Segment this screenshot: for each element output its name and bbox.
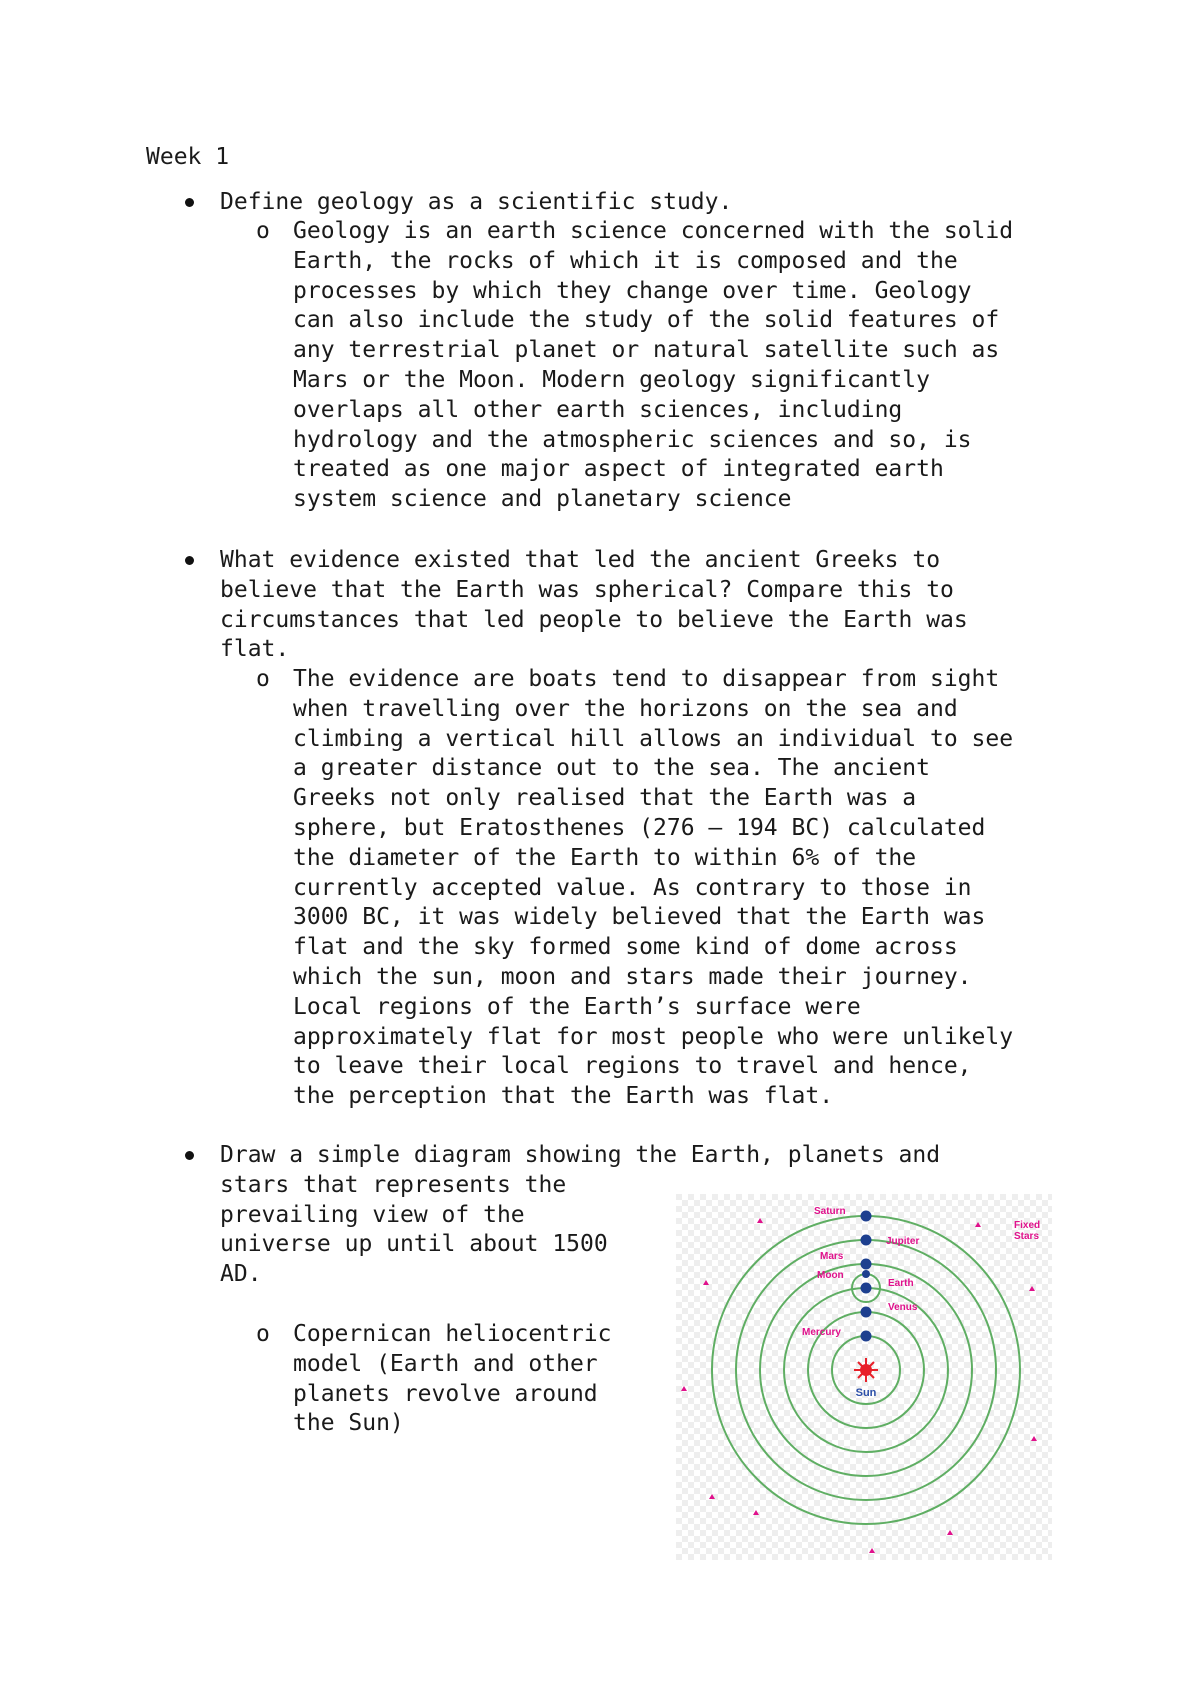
answer-1-line: can also include the study of the solid features of xyxy=(293,307,1000,334)
answer-1 xyxy=(293,217,1013,515)
heliocentric-diagram xyxy=(676,1194,1052,1560)
question-3-line: AD. xyxy=(220,1261,262,1288)
bullet-3 xyxy=(185,1151,194,1160)
answer-2-line: a greater distance out to the sea. The ancient xyxy=(293,755,930,782)
answer-2-line: flat and the sky formed some kind of dome across xyxy=(293,934,958,961)
mars-label: Mars xyxy=(820,1251,844,1262)
question-2-line: circumstances that led people to believe the Earth was xyxy=(220,606,968,633)
moon-label: Moon xyxy=(817,1270,844,1281)
answer-2-line: 3000 BC, it was widely believed that the Earth was xyxy=(293,904,986,931)
planet-venus xyxy=(861,1307,872,1318)
answer-2 xyxy=(293,665,1013,1112)
planet-mars xyxy=(861,1259,872,1270)
planet-saturn xyxy=(861,1211,872,1222)
answer-3-line: model (Earth and other xyxy=(293,1350,598,1377)
answer-1-line: treated as one major aspect of integrated earth xyxy=(293,456,944,483)
question-2-line: What evidence existed that led the ancient Greeks to xyxy=(220,547,941,573)
answer-2-line: climbing a vertical hill allows an individual to see xyxy=(293,725,1014,752)
answer-1-line: system science and planetary science xyxy=(293,486,792,513)
question-3-line: Draw a simple diagram showing the Earth, planets and xyxy=(220,1142,941,1168)
answer-2-line: The evidence are boats tend to disappear from sight xyxy=(293,666,1000,692)
saturn-label: Saturn xyxy=(814,1206,846,1217)
week-heading: Week 1 xyxy=(146,144,230,170)
answer-2-line: which the sun, moon and stars made their journey. xyxy=(293,963,972,990)
planet-earth xyxy=(861,1283,872,1294)
sun-label: Sun xyxy=(855,1387,877,1399)
question-2-line: believe that the Earth was spherical? Compare this to xyxy=(220,576,954,603)
answer-1-line: processes by which they change over time. Geology xyxy=(293,277,972,304)
answer-1-line: Geology is an earth science concerned with the solid xyxy=(293,218,1014,244)
fixed-stars-label-line2: Stars xyxy=(1014,1231,1040,1242)
answer-2-line: when travelling over the horizons on the sea and xyxy=(293,695,958,722)
question-3-line: stars that represents the xyxy=(220,1171,567,1198)
answer-3-line: Copernican heliocentric xyxy=(293,1321,612,1347)
answer-2-line: approximately flat for most people who were unlikely xyxy=(293,1023,1014,1050)
mercury-label: Mercury xyxy=(802,1327,841,1338)
planet-mercury xyxy=(861,1331,872,1342)
question-2 xyxy=(220,546,968,665)
bullet-2 xyxy=(185,556,194,565)
answer-2-line: Local regions of the Earth’s surface were xyxy=(293,993,861,1020)
answer-3 xyxy=(293,1320,612,1439)
answer-2-line: the diameter of the Earth to within 6% of the xyxy=(293,844,917,871)
answer-1-line: Earth, the rocks of which it is composed and the xyxy=(293,247,958,274)
answer-1-line: hydrology and the atmospheric sciences and so, is xyxy=(293,426,972,453)
question-2-line: flat. xyxy=(220,636,290,663)
question-3-line: universe up until about 1500 xyxy=(220,1231,608,1258)
answer-2-line: the perception that the Earth was flat. xyxy=(293,1083,834,1110)
question-3-line: prevailing view of the xyxy=(220,1201,525,1228)
answer-3-line: the Sun) xyxy=(293,1410,404,1437)
answer-1-line: any terrestrial planet or natural satellite such as xyxy=(293,337,1000,364)
answer-2-line: to leave their local regions to travel and hence, xyxy=(293,1053,972,1080)
answer-2-line: sphere, but Eratosthenes (276 – 194 BC) calculated xyxy=(293,814,986,841)
question-1 xyxy=(220,188,732,218)
answer-3-line: planets revolve around xyxy=(293,1380,598,1407)
planet-moon xyxy=(862,1270,870,1278)
question-1-line: Define geology as a scientific study. xyxy=(220,189,733,215)
answer-2-line: currently accepted value. As contrary to those in xyxy=(293,874,972,901)
answer-2-line: Greeks not only realised that the Earth was a xyxy=(293,785,917,812)
fixed-stars-label-line1: Fixed xyxy=(1014,1220,1041,1231)
bullet-1 xyxy=(185,198,194,207)
answer-1-line: Mars or the Moon. Modern geology significantly xyxy=(293,366,930,393)
planet-jupiter xyxy=(861,1235,872,1246)
answer-1-marker: o xyxy=(256,218,270,244)
jupiter-label: Jupiter xyxy=(886,1236,920,1247)
answer-3-marker: o xyxy=(256,1321,270,1347)
answer-2-marker: o xyxy=(256,666,270,692)
answer-1-line: overlaps all other earth sciences, including xyxy=(293,396,903,423)
venus-label: Venus xyxy=(888,1302,918,1313)
earth-label: Earth xyxy=(888,1278,914,1289)
